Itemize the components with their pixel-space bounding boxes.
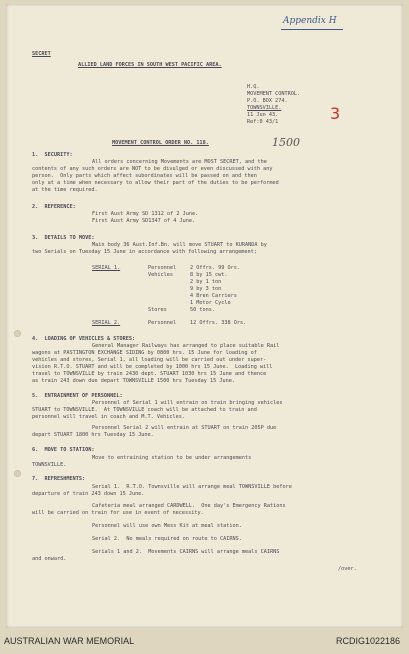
number-annotation: 1500 [272, 136, 300, 149]
body-line: person. Only parts which affect subordinates will be passed on and then [32, 173, 257, 179]
section-heading: 5. ENTRAINMENT OF PERSONNEL: [32, 393, 123, 399]
section-heading: 6. MOVE TO STATION: [32, 447, 95, 453]
body-line: as train 243 down due depart TOWNSVILLE 1500 hrs Tuesday 15 June. [32, 378, 236, 384]
detail-label: Vehicles [148, 272, 173, 278]
body-line: depart STUART 1800 hrs Tuesday 15 June. [32, 432, 154, 438]
section-heading: 4. LOADING OF VEHICLES & STORES: [32, 336, 136, 342]
body-line: travel to TOWNSVILLE by train 2430 dept. STUART 1030 hrs 15 June and thence [32, 371, 267, 377]
body-line: Serials 1 and 2. Movements CAIRNS will arrange meals CAIRNS [92, 549, 280, 555]
appendix-underline [281, 29, 343, 30]
document-title: ALLIED LAND FORCES IN SOUTH WEST PACIFIC AREA. [78, 62, 222, 68]
detail-value: 2 by 1 ton [190, 279, 222, 285]
body-line: General Manager Railways has arranged to place suitable Rail [92, 343, 280, 349]
body-line: vision R.T.O. STUART and will be completed by 1000 hrs 15 June. Loading will [32, 364, 273, 370]
section-heading: 7. REFRESHMENTS: [32, 476, 86, 482]
footer-source: AUSTRALIAN WAR MEMORIAL [4, 636, 135, 646]
body-line: Personnel of Serial 1 will entrain on train bringing vehicles [92, 400, 283, 406]
body-line: All orders concerning Movements are MOST SECRET, and the [92, 159, 267, 165]
body-line: Personnel Serial 2 will entrain at STUART on train 205P due [92, 425, 277, 431]
body-line: at the time required. [32, 187, 98, 193]
body-line: TOWNSVILLE. [32, 462, 67, 468]
address-line: MOVEMENT CONTROL. [247, 91, 301, 97]
body-line: vehicles and stores, Serial 1, all loading will be carried out under super- [32, 357, 267, 363]
section-heading: 1. SECURITY: [32, 152, 73, 158]
body-line: wagons at PASTINGTON EXCHANGE SIDING by 0800 hrs. 15 June for loading of [32, 350, 257, 356]
punch-hole [14, 330, 21, 337]
address-line: H.Q. [247, 84, 260, 90]
address-line: P.O. BOX 274. [247, 98, 288, 104]
appendix-annotation: Appendix H [283, 16, 337, 26]
body-line: First Aust Army SD 1312 of 2 June. [92, 211, 199, 217]
page-number-annotation: 3 [330, 104, 341, 123]
body-line: STUART to TOWNSVILLE. At TOWNSVILLE coach will be attached to train and [32, 407, 257, 413]
order-title: MOVEMENT CONTROL ORDER NO. 118. [112, 140, 209, 146]
detail-label: Personnel [148, 320, 177, 326]
punch-hole [14, 470, 21, 477]
body-line: two Serials on Tuesday 15 June in accordance with following arrangement; [32, 249, 257, 255]
detail-value: 1 Motor Cycle [190, 300, 231, 306]
body-line: and onward. [32, 556, 67, 562]
body-line: Personnel will use own Mess Kit at meal station. [92, 523, 242, 529]
footer-id: RCDIG1022186 [336, 636, 401, 646]
body-line: Serial 1. R.T.O. Townsville will arrange meal TOWNSVILLE before [92, 484, 292, 490]
detail-value: 2 Offrs. 99 Ors. [190, 265, 240, 271]
detail-value: 9 by 3 ton [190, 286, 222, 292]
detail-label: Stores [148, 307, 167, 313]
section-heading: 2. REFERENCE: [32, 204, 76, 210]
body-line: will be carried on train for use in event of necessity. [32, 510, 204, 516]
over-marker: /over. [338, 566, 357, 572]
detail-value: 8 by 15 cwt. [190, 272, 228, 278]
body-line: Move to entraining station to be under arrangements [92, 455, 252, 461]
body-line: Serial 2. No meals required on route to CAIRNS. [92, 536, 242, 542]
body-line: contents of any such orders are NOT to be divulged or even discussed with any [32, 166, 273, 172]
date-line: 11 Jun 43. [247, 112, 279, 118]
detail-value: 12 Offrs. 338 Ors. [190, 320, 247, 326]
reference-line: Ref:0 43/1 [247, 119, 279, 125]
body-line: departure of train 243 down 15 June. [32, 491, 145, 497]
detail-label: Personnel [148, 265, 177, 271]
body-line: First Aust Army SD1347 of 4 June. [92, 218, 196, 224]
detail-value: 4 Bren Carriers [190, 293, 237, 299]
secret-label: SECRET [32, 51, 51, 57]
serial-2-label: SERIAL 2. [92, 320, 121, 326]
detail-value: 50 tons. [190, 307, 215, 313]
serial-1-label: SERIAL 1. [92, 265, 121, 271]
body-line: Main body 36 Aust.Inf.Bn. will move STUART to KURANDA by [92, 242, 267, 248]
body-line: Cafeteria meal arranged CARDWELL. One day's Emergency Rations [92, 503, 286, 509]
section-heading: 3. DETAILS TO MOVE: [32, 235, 95, 241]
address-line: TOWNSVILLE. [247, 105, 282, 111]
body-line: personnel will travel in coach and M.T. Vehicles. [32, 414, 186, 420]
body-line: only at a time when necessary to allow their part of the duties to be performed [32, 180, 279, 186]
paper-sheet [6, 4, 403, 628]
